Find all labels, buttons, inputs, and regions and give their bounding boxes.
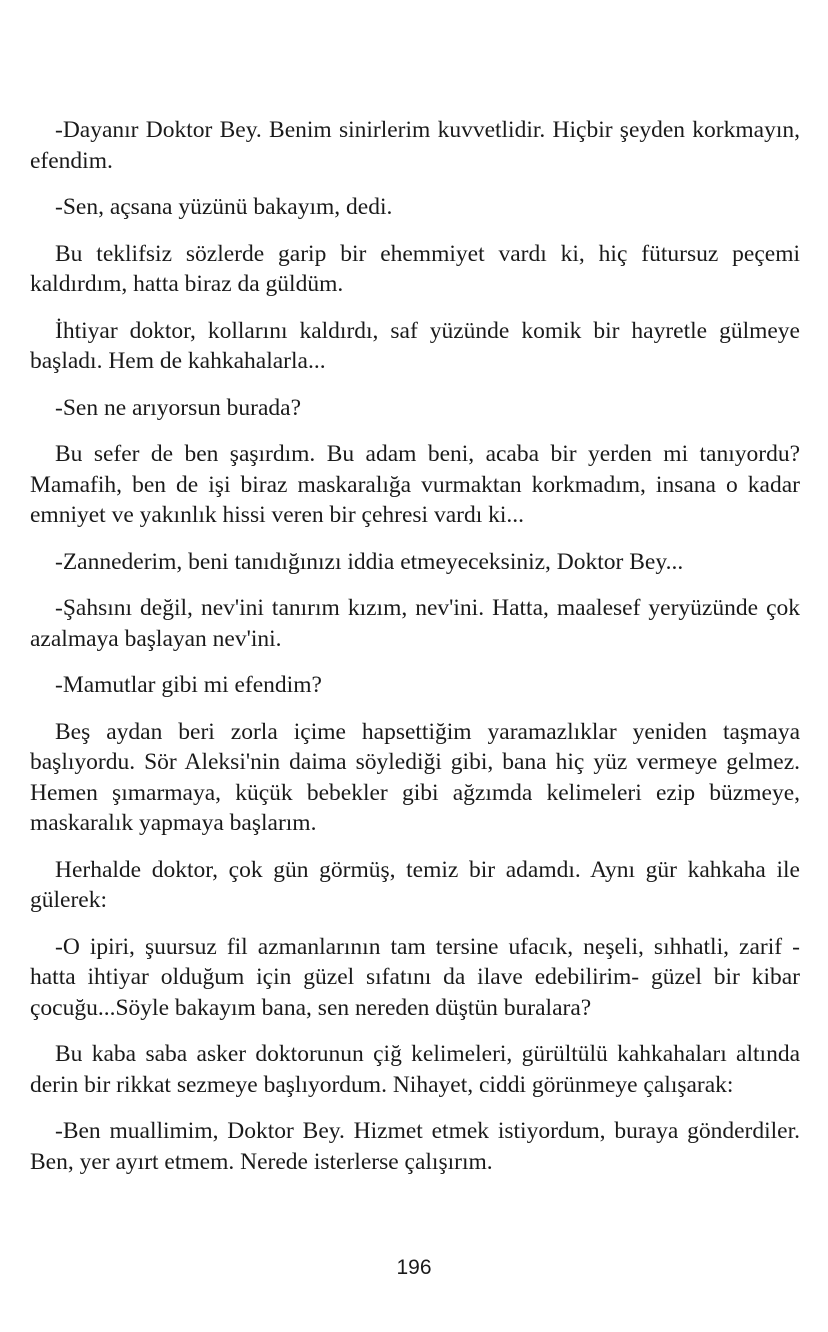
paragraph: -Şahsını değil, nev'ini tanırım kızım, nev'ini. Hatta, maalesef yeryüzünde çok azalmaya başlayan nev'ini. xyxy=(30,595,800,652)
paragraph: Bu teklifsiz sözlerde garip bir ehemmiyet vardı ki, hiç fütursuz peçemi kaldırdım, hatta biraz da güldüm. xyxy=(30,240,800,297)
paragraph: Herhalde doktor, çok gün görmüş, temiz bir adamdı. Aynı gür kahkaha ile gülerek: xyxy=(30,856,800,913)
body-text xyxy=(30,115,800,1193)
paragraph: -O ipiri, şuursuz fil azmanlarının tam tersine ufacık, neşeli, sıhhatli, zarif - hatta ihtiyar olduğum için güzel sıfatını da ilave edebilirim- güzel bir kibar çocuğu...Söyle bakayım bana, sen nereden düştün buralara? xyxy=(30,933,800,1021)
paragraph: Beş aydan beri zorla içime hapsettiğim yaramazlıklar yeniden taşmaya başlıyordu. Sör Aleksi'nin daima söylediği gibi, bana hiç yüz vermeye gelmez. Hemen şımarmaya, küçük bebekler gibi ağzımda kelimeleri ezip büzmeye, maskaralık yapmaya başlarım. xyxy=(30,718,800,836)
paragraph: Bu kaba saba asker doktorunun çiğ kelimeleri, gürültülü kahkahaları altında derin bir rikkat sezmeye başlıyordum. Nihayet, ciddi görünmeye çalışarak: xyxy=(30,1041,800,1098)
paragraph: -Sen, açsana yüzünü bakayım, dedi. xyxy=(55,194,393,220)
paragraph: -Sen ne arıyorsun burada? xyxy=(55,394,302,421)
paragraph: -Dayanır Doktor Bey. Benim sinirlerim kuvvetlidir. Hiçbir şeyden korkmayın, efendim. xyxy=(30,117,800,174)
paragraph: İhtiyar doktor, kollarını kaldırdı, saf yüzünde komik bir hayretle gülmeye başladı. Hem de kahkahalarla... xyxy=(30,317,800,374)
paragraph: -Zannederim, beni tanıdığınızı iddia etmeyeceksiniz, Doktor Bey... xyxy=(55,548,684,575)
paragraph: -Ben muallimim, Doktor Bey. Hizmet etmek istiyordum, buraya gönderdiler. Ben, yer ayırt etmem. Nerede isterlerse çalışırım. xyxy=(30,1118,800,1175)
paragraph: -Mamutlar gibi mi efendim? xyxy=(55,672,322,698)
page-number: 196 xyxy=(396,1256,432,1279)
paragraph: Bu sefer de ben şaşırdım. Bu adam beni, acaba bir yerden mi tanıyordu? Mamafih, ben de işi biraz maskaralığa vurmaktan korkmadım, insana o kadar emniyet ve yakınlık hissi veren bir çehresi vardı ki... xyxy=(30,441,800,528)
